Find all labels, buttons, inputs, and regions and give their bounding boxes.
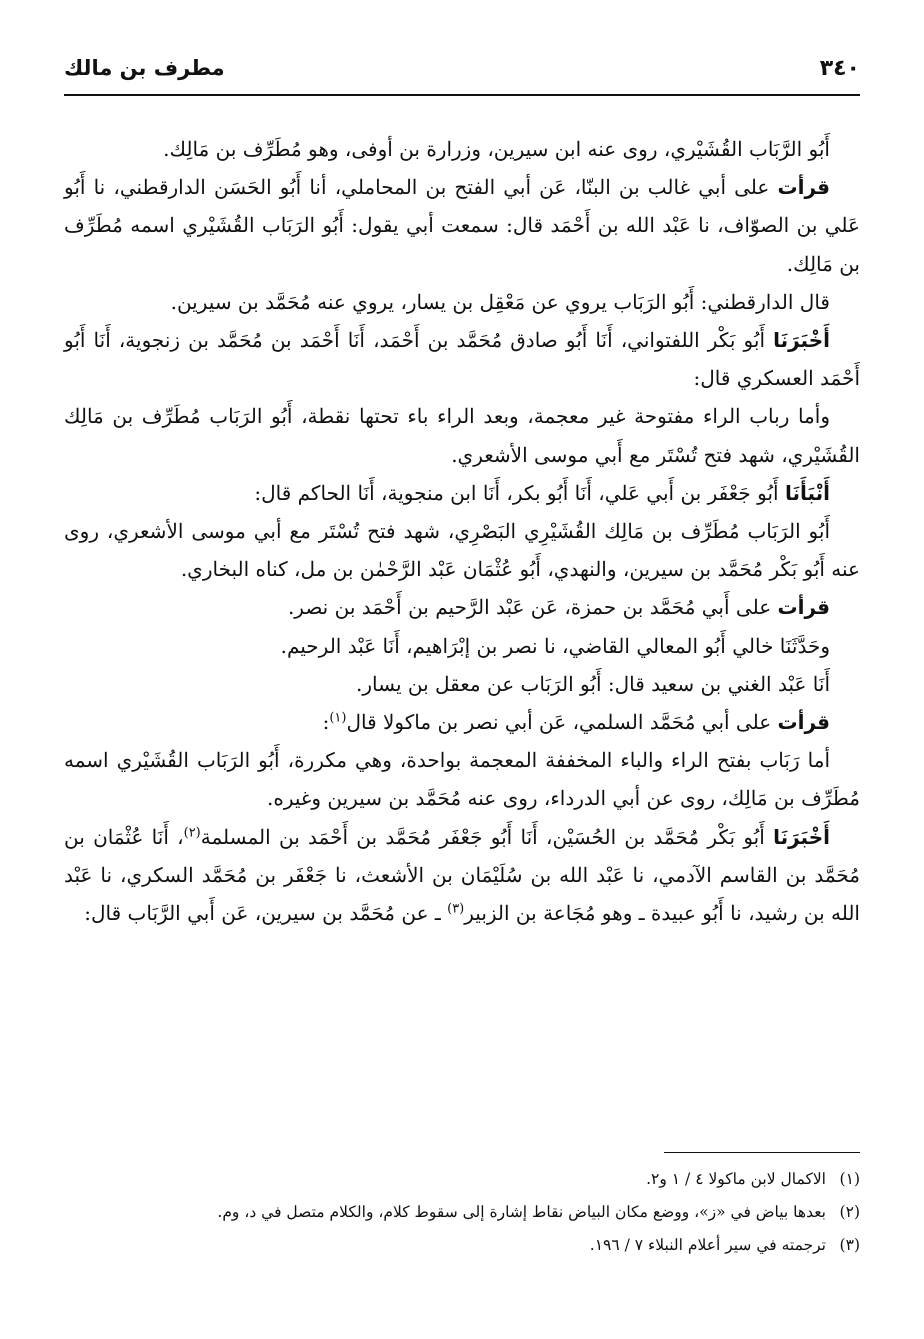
paragraph bbox=[64, 665, 860, 703]
page-header bbox=[64, 52, 860, 92]
paragraph-text: أما رَبَاب بفتح الراء والباء المخففة المعجمة بواحدة، وهي مكررة، أَبُو الرَبَاب القُشَيْري اسمه مُطَرِّف بن مَالِك، روى عن أبي الدرداء، روى عنه مُحَمَّد بن سيرين وغيره. bbox=[64, 748, 860, 811]
paragraph-text: أَبُو جَعْفَر بن أَبي عَلي، أَنَا أَبُو بكر، أَنَا ابن منجوية، أَنَا الحاكم قال: bbox=[254, 480, 785, 505]
footnote-text: الاكمال لابن ماكولا ٤ / ١ و٢. bbox=[646, 1170, 826, 1188]
paragraph bbox=[64, 283, 860, 321]
paragraph bbox=[64, 474, 860, 512]
footnote bbox=[64, 1229, 860, 1262]
footnote-ref[interactable]: (٣) bbox=[447, 901, 465, 917]
footnote-text: بعدها بياض في «ز»، ووضع مكان البياض نقاط إشارة إلى سقوط كلام، والكلام متصل في د، وم. bbox=[217, 1203, 826, 1221]
footnote-divider bbox=[664, 1152, 860, 1153]
paragraph bbox=[64, 588, 860, 626]
paragraph-text-after: : bbox=[322, 710, 330, 735]
page-number: ٣٤٠ bbox=[819, 56, 860, 81]
paragraph bbox=[64, 703, 860, 741]
paragraph bbox=[64, 818, 860, 933]
footnote-number: (٣) bbox=[839, 1236, 860, 1254]
footnotes bbox=[64, 1163, 860, 1262]
footnote-number: (٢) bbox=[839, 1203, 860, 1221]
paragraph-lead: أَخْبَرَنَا bbox=[773, 824, 830, 849]
paragraph-text: أَبُو بَكْر مُحَمَّد بن الحُسَيْن، أَنَا أَبُو جَعْفَر مُحَمَّد بن أَحْمَد بن المسلمة bbox=[200, 824, 774, 849]
paragraph-text: قال الدارقطني: أَبُو الرَبَاب يروي عن مَعْقِل بن يسار، يروي عنه مُحَمَّد بن سيرين. bbox=[170, 289, 830, 314]
paragraph bbox=[64, 397, 860, 473]
paragraph-text: وحَدَّثَنَا خالي أَبُو المعالي القاضي، نا نصر بن إبْرَاهيم، أَنَا عَبْد الرحيم. bbox=[280, 633, 830, 658]
paragraph-text-after: ، أَنَا عُثْمَان بن مُحَمَّد بن القاسم الآدمي، نا عَبْد الله بن سُلَيْمَان بن الأشعث، نا جَعْفَر بن مُحَمَّد السكري، نا عَبْد الله بن رشيد، نا أَبُو عبيدة ـ وهو مُجَاعة بن الزبير bbox=[64, 824, 861, 926]
paragraph-text-after: ـ عن مُحَمَّد بن سيرين، عَن أَبي الرَّبَاب قال: bbox=[84, 901, 448, 926]
main-text bbox=[64, 130, 860, 932]
paragraph-text: أَبُو بَكْر اللفتواني، أَنَا أَبُو صادق مُحَمَّد بن أَحْمَد، أَنَا أَحْمَد بن مُحَمَّد بن زنجوية، أَنَا أَبُو أَحْمَد العسكري قال: bbox=[64, 328, 860, 391]
paragraph-text: وأما رباب الراء مفتوحة غير معجمة، وبعد الراء باء تحتها نقطة، أَبُو الرَبَاب مُطَرِّف بن مَالِك القُشَيْري، شهد فتح تُسْتَر مع أَبي موسى الأشعري. bbox=[64, 404, 860, 467]
footnote bbox=[64, 1163, 860, 1196]
paragraph bbox=[64, 741, 860, 817]
paragraph-lead: أَخْبَرَنَا bbox=[773, 328, 830, 353]
paragraph-text: أَنَا عَبْد الغني بن سعيد قال: أَبُو الرَبَاب عن معقل بن يسار. bbox=[356, 671, 830, 696]
footnote-ref[interactable]: (٢) bbox=[183, 825, 201, 840]
footnote bbox=[64, 1196, 860, 1229]
footnote-text: ترجمته في سير أعلام النبلاء ٧ / ١٩٦. bbox=[589, 1236, 826, 1254]
header-divider bbox=[64, 94, 860, 96]
paragraph bbox=[64, 168, 860, 283]
paragraph bbox=[64, 627, 860, 665]
paragraph-lead: قرأت bbox=[777, 175, 830, 200]
paragraph-lead: قرأت bbox=[777, 710, 830, 735]
footnote-ref[interactable]: (١) bbox=[329, 710, 347, 726]
paragraph-text: على أبي مُحَمَّد السلمي، عَن أبي نصر بن ماكولا قال bbox=[346, 710, 778, 735]
paragraph-lead: أَنْبَأَنَا bbox=[784, 480, 830, 505]
paragraph-text: على أَبي مُحَمَّد بن حمزة، عَن عَبْد الرَّحيم بن أَحْمَد بن نصر. bbox=[287, 595, 778, 620]
paragraph-text: أَبُو الرَّبَاب القُشَيْري، روى عنه ابن سيرين، وزرارة بن أوفى، وهو مُطَرِّف بن مَالِك. bbox=[163, 137, 830, 161]
footnote-number: (١) bbox=[839, 1170, 860, 1188]
paragraph-text: أَبُو الرَبَاب مُطَرِّف بن مَالِك القُشَيْرِي البَصْرِي، شهد فتح تُسْتَر مع أبي موسى الأشعري، روى عنه أَبُو بَكْر مُحَمَّد بن سيرين، والنهدي، أَبُو عُثْمَان عَبْد الرَّحْمٰن بن مل، كناه البخاري. bbox=[64, 519, 860, 582]
paragraph-text: على أبي غالب بن البنّا، عَن أبي الفتح بن المحاملي، أنا أَبُو الحَسَن الدارقطني، نا أَبُو عَلي بن الصوّاف، نا عَبْد الله بن أَحْمَد قال: سمعت أبي يقول: أَبُو الرَبَاب القُشَيْري اسمه مُطَرِّف بن مَالِك. bbox=[64, 175, 860, 276]
paragraph-lead: قرأت bbox=[777, 595, 830, 620]
paragraph bbox=[64, 512, 860, 588]
paragraph bbox=[64, 321, 860, 397]
running-title: مطرف بن مالك bbox=[64, 56, 225, 80]
paragraph bbox=[64, 130, 860, 168]
